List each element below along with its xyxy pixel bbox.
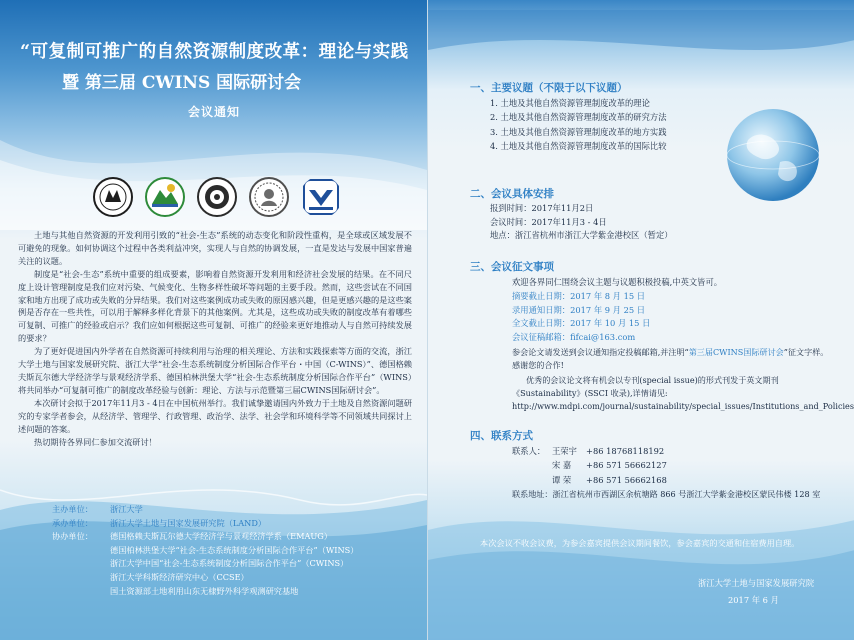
coorganizer-item: 浙江大学科斯经济研究中心（CCSE） <box>110 571 249 582</box>
submission-note <box>512 346 834 372</box>
schedule-item: 报到时间：2017年11月2日 <box>490 203 594 213</box>
contact-name: 王荣宇 <box>552 446 577 456</box>
coorganizer-item: 浙江大学中国“社会-生态系统制度分析国际合作平台”（CWINS） <box>110 558 349 569</box>
coorganizer-row <box>52 530 358 598</box>
topic-item: 3. 土地及其他自然资源管理制度改革的地方实践 <box>490 126 667 137</box>
intro-paragraph-3: 为了更好促进国内外学者在自然资源可持续利用与治理的相关理论、方法和实践探索等方面的交流，浙江大学土地与国家发展研究院、浙江大学“社会-生态系统制度分析国际合作平台・中国（C-WINS）”、德国格赖夫斯瓦尔德大学经济学与景观经济学系、德国柏林洪堡大学“社会-生态系统制度分析国际合作平台”（WINS）将共同举办“可复制可推广的制度改革经验与创新：理论、方法与示范暨第三届CWINS国际研讨会”。 <box>18 346 412 395</box>
organizer-block <box>52 503 358 598</box>
section-2-title: 二、会议具体安排 <box>470 188 554 200</box>
intro-paragraph-4: 本次研讨会拟于2017年11月3 - 4日在中国杭州举行。我们诚挚邀请国内外致力于土地及自然资源问题研究的专家学者参会，从经济学、管理学、行政管理、政治学、法学、社会学和环境科学等不同领域共同探讨上述问题的答案。 <box>18 397 412 434</box>
topic-item: 1. 土地及其他自然资源管理制度改革的理论 <box>490 98 650 108</box>
host-value: 浙江大学土地与国家发展研究院（LAND） <box>110 517 267 528</box>
topic-list <box>490 96 667 154</box>
call-intro: 欢迎各界同仁围绕会议主题与议题积极投稿,中英文皆可。 <box>512 277 723 287</box>
land-institute-logo <box>300 176 342 218</box>
journal-note: 优秀的会议论文将有机会以专刊(special issue)的形式刊发于英文期刊《Sustainability》(SSCI 收录),详情请见: http://www.mdpi.com/journal/sustainability/special_issues/Institutions_and_Policies <box>512 375 854 412</box>
intro-body <box>18 229 412 448</box>
submission-highlight: 第三届CWINS国际研讨会 <box>688 347 784 357</box>
deadline-list <box>512 290 650 344</box>
deadline-item: 会议征稿邮箱：fifcai@163.com <box>512 331 636 342</box>
zhejiang-university-logo <box>92 176 134 218</box>
right-page <box>427 0 854 640</box>
contact-row <box>512 444 667 458</box>
organizer-row <box>52 503 358 517</box>
organizer-value: 浙江大学 <box>110 504 143 514</box>
contact-phone: +86 18768118192 <box>586 446 665 456</box>
contact-phone: +86 571 56662168 <box>586 474 667 485</box>
submission-note-post: ”征文字样。感谢您的合作! <box>512 347 829 371</box>
coorganizer-item: 德国柏林洪堡大学“社会-生态系统制度分析国际合作平台”（WINS） <box>110 544 359 555</box>
coorganizer-item: 德国格赖夫斯瓦尔德大学经济学与景观经济学系（EMAUG） <box>110 531 333 542</box>
notice-subtitle: 会议通知 <box>188 105 241 119</box>
deadline-item: 录用通知日期：2017 年 9 月 25 日 <box>512 304 646 315</box>
section-4-title: 四、联系方式 <box>470 430 533 442</box>
contact-row <box>512 458 667 472</box>
schedule-list <box>490 202 673 243</box>
contact-list <box>512 444 667 487</box>
deadline-item: 摘要截止日期：2017 年 8 月 15 日 <box>512 291 646 301</box>
topic-item: 2. 土地及其他自然资源管理制度改革的研究方法 <box>490 112 667 123</box>
contact-name: 宋 嘉 <box>552 460 572 471</box>
globe-icon <box>718 100 828 210</box>
title-line-2: 暨 第三届 CWINS 国际研讨会 <box>62 73 302 93</box>
section-3-title: 三、会议征文事项 <box>470 261 554 273</box>
contact-address: 联系地址：浙江省杭州市西湖区余杭塘路 866 号浙江大学紫金港校区蒙民伟楼 128 室 <box>512 489 821 499</box>
signature-date: 2017 年 6 月 <box>728 595 779 605</box>
right-top-wave <box>428 10 854 90</box>
schedule-item: 会议时间：2017年11月3 - 4日 <box>490 216 607 227</box>
coorganizer-list <box>110 530 358 598</box>
contact-phone: +86 571 56662127 <box>586 460 667 471</box>
university-seal-logo <box>248 176 290 218</box>
contact-name: 谭 荣 <box>552 474 572 485</box>
submission-note-pre: 参会论文请发送到会议通知指定投稿邮箱,并注明“ <box>512 347 689 357</box>
schedule-item: 地点：浙江省杭州市浙江大学紫金港校区（暂定） <box>490 230 673 241</box>
contact-row <box>512 473 667 487</box>
section-1-title: 一、主要议题（不限于以下议题） <box>470 82 628 94</box>
signature-organization: 浙江大学土地与国家发展研究院 <box>698 578 815 588</box>
intro-paragraph-5: 热切期待各界同仁参加交流研讨！ <box>34 436 157 447</box>
deadline-item: 全文截止日期：2017 年 10 月 15 日 <box>512 318 651 329</box>
right-bottom-wave <box>428 500 854 640</box>
intro-paragraph-1: 土地与其他自然资源的开发利用引致的“社会-生态”系统的动态变化和阶段性重构，是全球或区域发展不可避免的现象。如何协调这个过程中各类利益冲突，实现人与自然的协调发展，一直是发达与发展中国家普遍关注的议题。 <box>18 230 412 266</box>
topic-item: 4. 土地及其他自然资源管理制度改革的国际比较 <box>490 141 667 152</box>
title-line-1: “可复制可推广的自然资源制度改革：理论与实践 <box>20 42 409 62</box>
organizer-label: 主办单位： <box>52 504 93 514</box>
ccse-logo <box>196 176 238 218</box>
intro-paragraph-2: 制度是“社会-生态”系统中重要的组成要素，影响着自然资源开发利用和经济社会发展的结果。在不同尺度上设计管理制度是我们应对污染、气候变化、生物多样性破坏等问题的主要手段。然而，这些尝试在不同国家和地方出现了成功或失败的分异结果。我们对这些案例成功或失败的原因感兴趣，但是更感兴趣的是这些案例是否存在一些共性，可以用于解释多样化背景下的其他案例。尤其是，这些成功或失败的制度改革有着哪些可复制、可推广的经验或启示？我们应如何根据这些可复制、可推广的经验来更好地推动人与自然可持续发展的要求？ <box>18 268 412 344</box>
fee-footnote: 本次会议不收会议费，为参会嘉宾提供会议期间餐饮，参会嘉宾的交通和住宿费用自理。 <box>480 538 800 548</box>
logo-row <box>92 176 342 218</box>
host-label: 承办单位： <box>52 517 93 528</box>
coorganizer-item: 国土资源部土地利用山东无棣野外科学观测研究基地 <box>110 585 299 596</box>
host-row <box>52 517 358 531</box>
coorganizer-label: 协办单位： <box>52 531 93 542</box>
contact-label: 联系人： <box>512 446 546 456</box>
emaug-logo <box>144 176 186 218</box>
